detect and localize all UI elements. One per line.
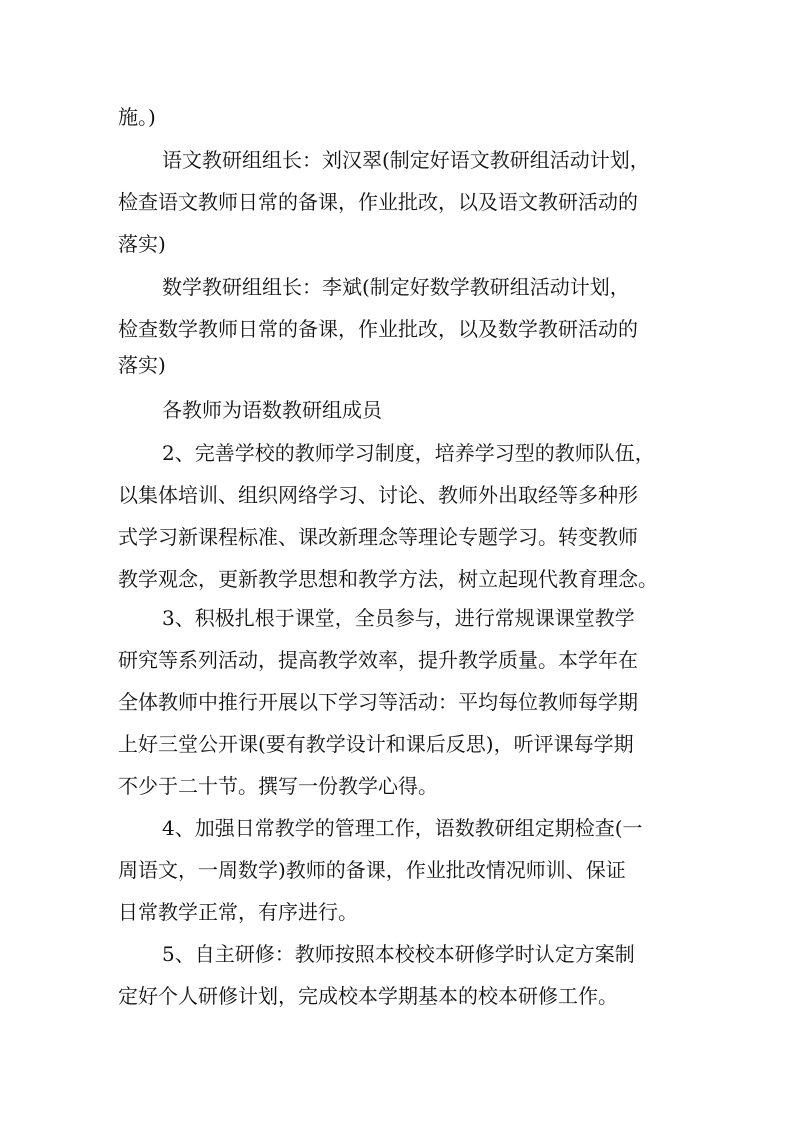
text-line: 教学观念，更新教学思想和教学方法，树立起现代教育理念。 — [118, 567, 658, 591]
text-line: 不少于二十节。撰写一份教学心得。 — [118, 774, 438, 798]
text-line: 以集体培训、组织网络学习、讨论、教师外出取经等多种形 — [118, 483, 638, 507]
text-line: 数学教研组组长：李斌(制定好数学教研组活动计划， — [162, 275, 630, 299]
text-line: 检查数学教师日常的备课，作业批改，以及数学教研活动的 — [118, 317, 638, 341]
text-line: 周语文，一周数学)教师的备课，作业批改情况师训、保证 — [118, 858, 626, 882]
text-line: 施。) — [118, 105, 156, 129]
text-line: 上好三堂公开课(要有教学设计和课后反思)，听评课每学期 — [118, 732, 634, 756]
text-line: 各教师为语数教研组成员 — [162, 398, 382, 422]
text-line: 语文教研组组长：刘汉翠(制定好语文教研组活动计划， — [162, 148, 650, 172]
text-line: 落实) — [118, 353, 166, 377]
text-line: 日常教学正常，有序进行。 — [118, 900, 358, 924]
text-line: 4、加强日常教学的管理工作，语数教研组定期检查(一 — [162, 816, 643, 840]
text-line: 落实) — [118, 232, 166, 256]
text-line: 全体教师中推行开展以下学习等活动：平均每位教师每学期 — [118, 690, 638, 714]
text-line: 检查语文教师日常的备课，作业批改，以及语文教研活动的 — [118, 190, 638, 214]
text-line: 3、积极扎根于课堂，全员参与，进行常规课课堂教学 — [162, 606, 635, 630]
text-line: 定好个人研修计划，完成校本学期基本的校本研修工作。 — [118, 984, 618, 1008]
text-line: 研究等系列活动，提高教学效率，提升教学质量。本学年在 — [118, 648, 638, 672]
text-line: 5、自主研修：教师按照本校校本研修学时认定方案制 — [162, 942, 635, 966]
text-line: 2、完善学校的教师学习制度，培养学习型的教师队伍， — [162, 441, 655, 465]
text-line: 式学习新课程标准、课改新理念等理论专题学习。转变教师 — [118, 525, 638, 549]
